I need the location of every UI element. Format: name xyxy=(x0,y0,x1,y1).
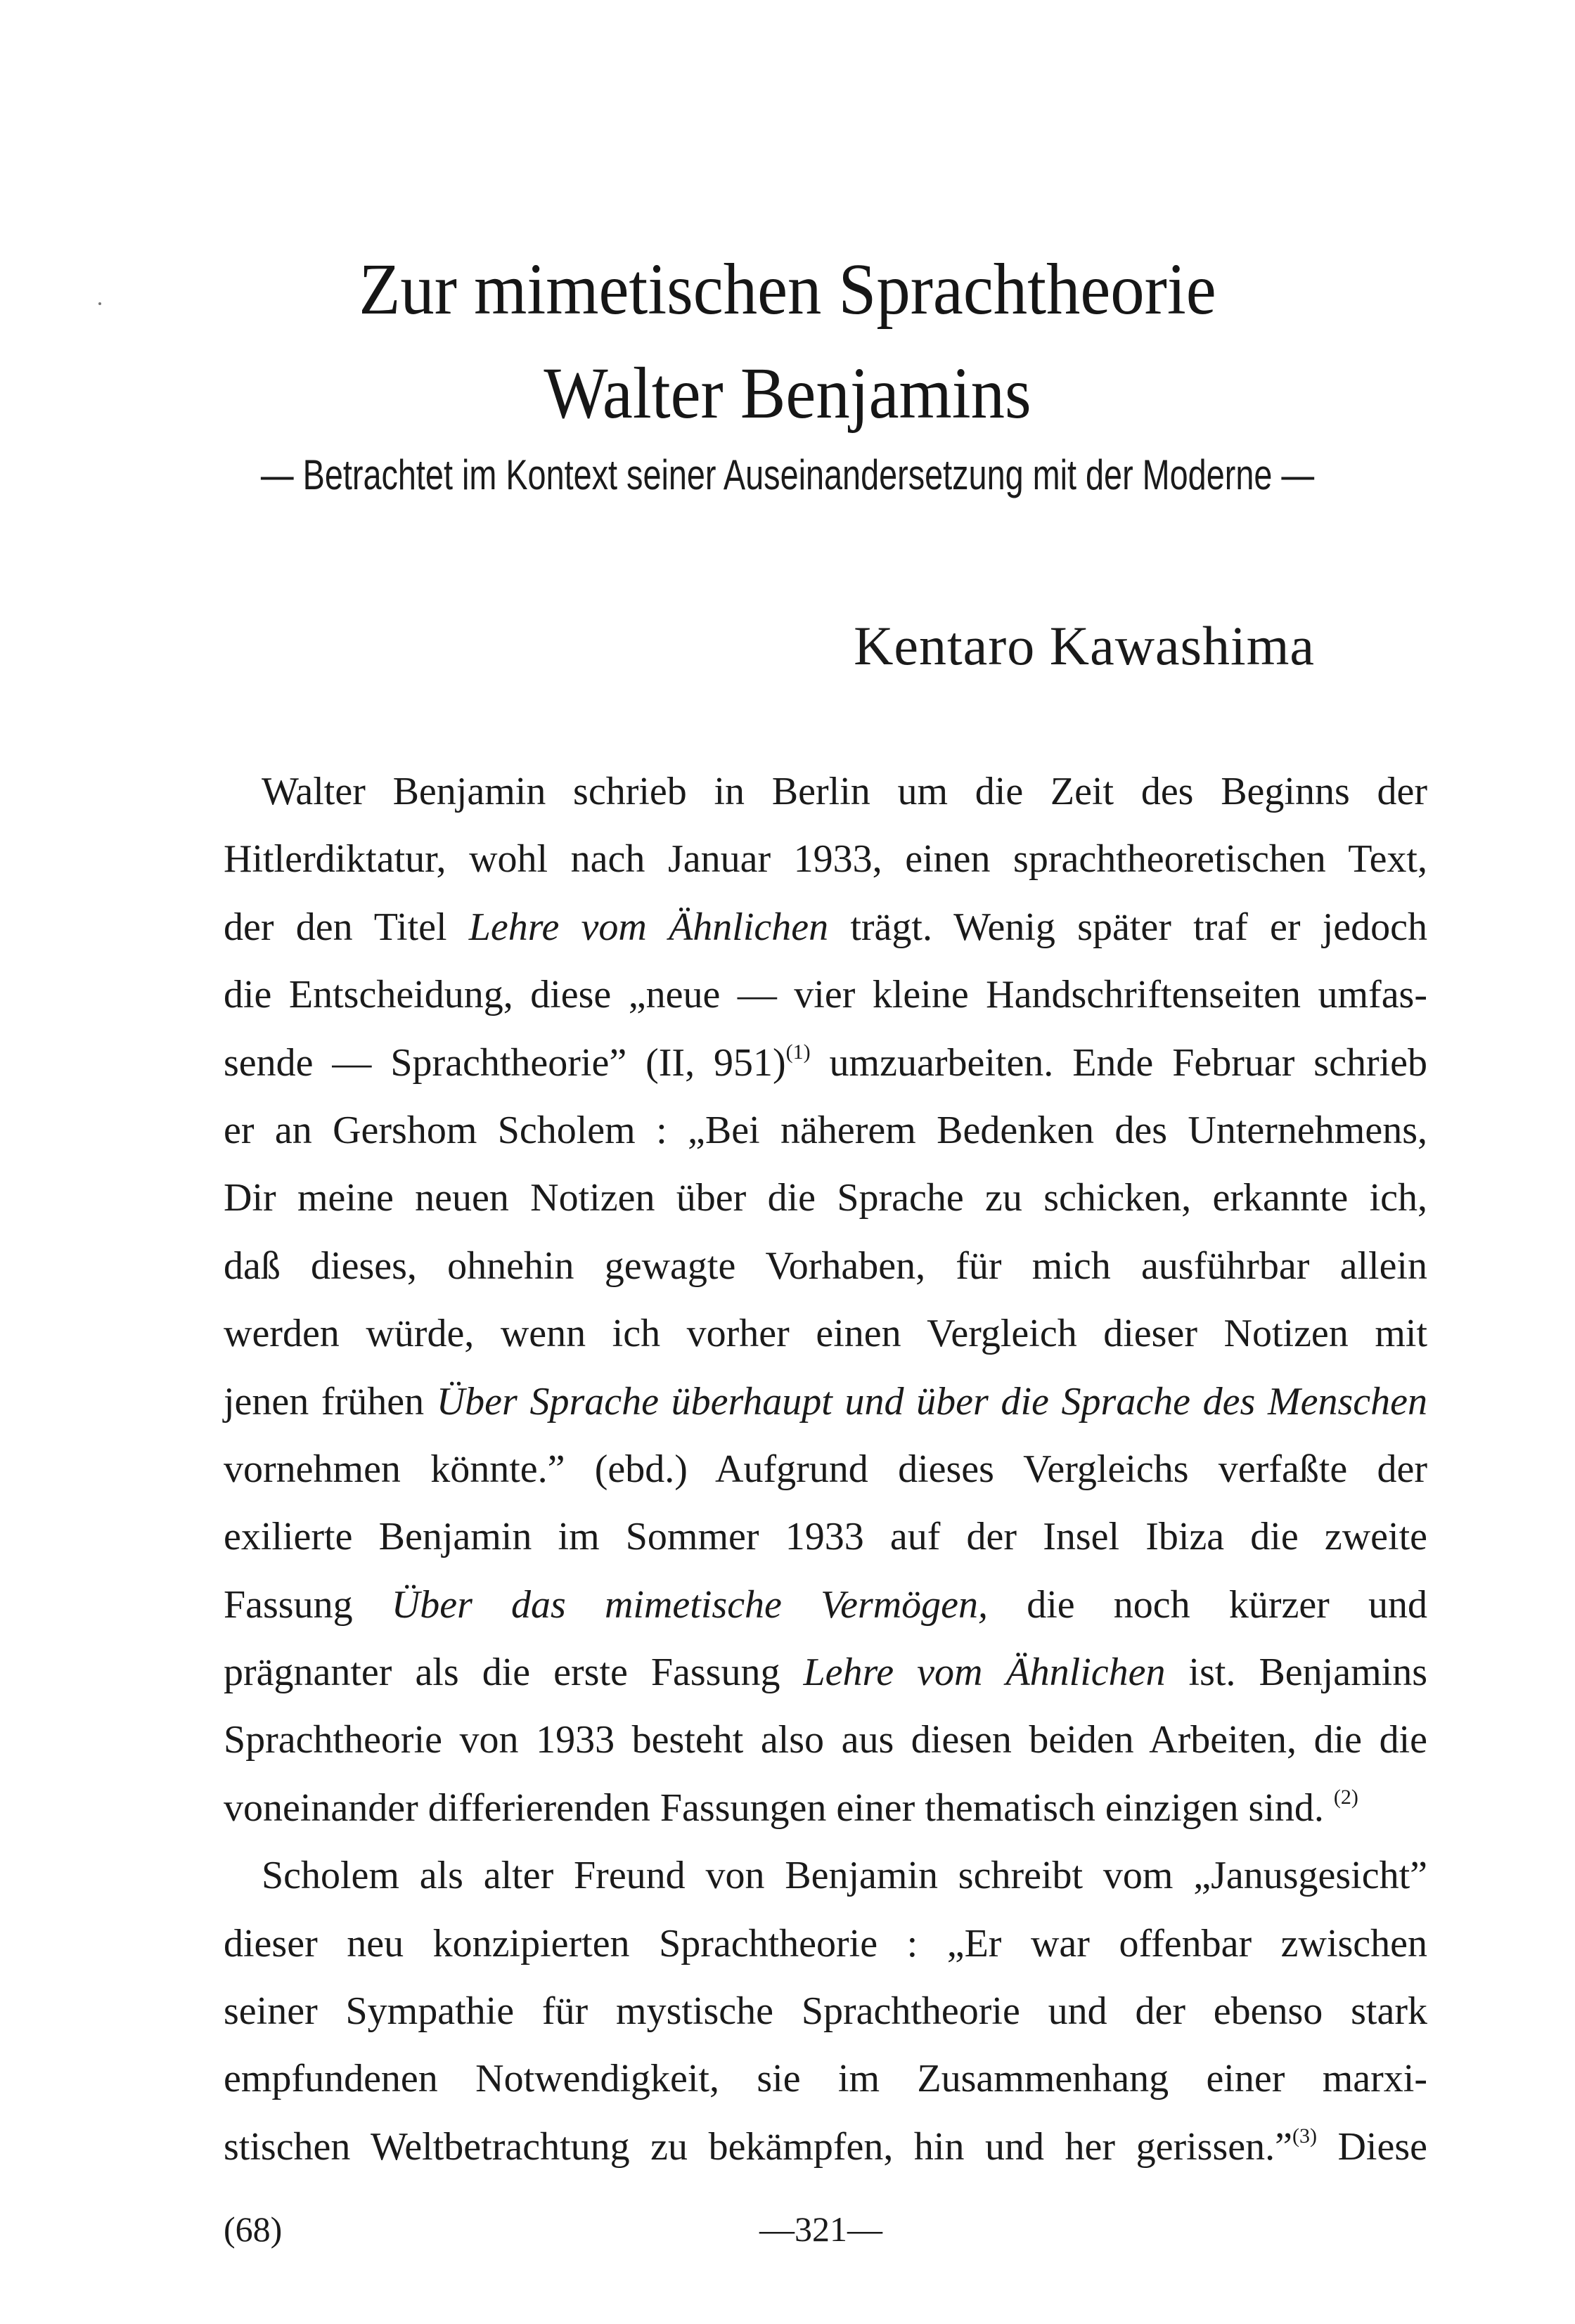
text-line: werden würde, wenn ich vorher einen Vergleich dieser Notizen mit xyxy=(224,1312,1427,1356)
work-title: Lehre vom Ähnlichen xyxy=(468,905,829,949)
page-number: —321— xyxy=(759,2209,882,2249)
work-title: Über Sprache überhaupt und über die Sprache des Menschen xyxy=(436,1379,1427,1424)
title-line-1: Zur mimetischen Sprachtheorie xyxy=(359,249,1216,330)
text-line: Hitlerdiktatur, wohl nach Januar 1933, einen sprachtheoretischen Text, xyxy=(224,837,1427,882)
text-line: die Entscheidung, diese „neue — vier kleine Handschriftenseiten umfas- xyxy=(224,973,1427,1017)
footnote-ref: (3) xyxy=(1292,2124,1317,2148)
text-line: Sprachtheorie von 1933 besteht also aus diesen beiden Arbeiten, die die xyxy=(224,1718,1427,1762)
author-name: Kentaro Kawashima xyxy=(854,615,1315,676)
work-title: Lehre vom Ähnlichen xyxy=(803,1651,1166,1695)
text-line: jenen frühen Über Sprache überhaupt und über die Sprache des Menschen xyxy=(224,1379,1427,1424)
section-page-number: (68) xyxy=(224,2209,283,2249)
text-line: der den Titel Lehre vom Ähnlichen trägt. Wenig später traf er jedoch xyxy=(224,905,1427,949)
text-line: Walter Benjamin schrieb in Berlin um die Zeit des Beginns der xyxy=(262,770,1427,813)
text-line: dieser neu konzipierten Sprachtheorie : „Er war offenbar zwischen xyxy=(224,1921,1427,1965)
text-line: er an Gershom Scholem : „Bei näherem Bedenken des Unternehmens, xyxy=(224,1108,1427,1152)
text-line: daß dieses, ohnehin gewagte Vorhaben, für mich ausführbar allein xyxy=(224,1244,1427,1288)
text-line: voneinander differierenden Fassungen einer thematisch einzigen sind. $^{(2)}$ xyxy=(224,1785,1358,1830)
footnote-ref: (1) xyxy=(785,1040,811,1064)
text-line: Scholem als alter Freund von Benjamin schreibt vom „Janusgesicht” xyxy=(262,1854,1427,1898)
text-line: sende — Sprachtheorie” (II, 951)$^{(1)}$ umzuarbeiten. Ende Februar schrieb xyxy=(224,1040,1427,1085)
title-line-2: Walter Benjamins xyxy=(544,353,1031,434)
work-title: Über das mimetische Vermögen, xyxy=(391,1582,989,1627)
text-line: exilierte Benjamin im Sommer 1933 auf der Insel Ibiza die zweite xyxy=(224,1515,1427,1559)
footnote-ref: (2) xyxy=(1333,1785,1358,1809)
text-line: Dir meine neuen Notizen über die Sprache zu schicken, erkannte ich, xyxy=(224,1176,1427,1220)
subtitle: — Betrachtet im Kontext seiner Auseinandersetzung mit der Moderne — xyxy=(260,451,1315,498)
text-line: empfundenen Notwendigkeit, sie im Zusammenhang einer marxi- xyxy=(224,2057,1427,2101)
text-line: seiner Sympathie für mystische Sprachtheorie und der ebenso stark xyxy=(224,1989,1427,2034)
text-line: vornehmen könnte.” (ebd.) Aufgrund dieses Vergleichs verfaßte der xyxy=(224,1447,1427,1491)
text-line: stischen Weltbetrachtung zu bekämpfen, hin und her gerissen.”$^{(3)}$ Diese xyxy=(224,2124,1427,2169)
body-text xyxy=(224,758,1427,2181)
text-line: prägnanter als die erste Fassung Lehre vom Ähnlichen ist. Benjamins xyxy=(224,1651,1427,1695)
text-line: Fassung Über das mimetische Vermögen, die noch kürzer und xyxy=(224,1582,1427,1627)
